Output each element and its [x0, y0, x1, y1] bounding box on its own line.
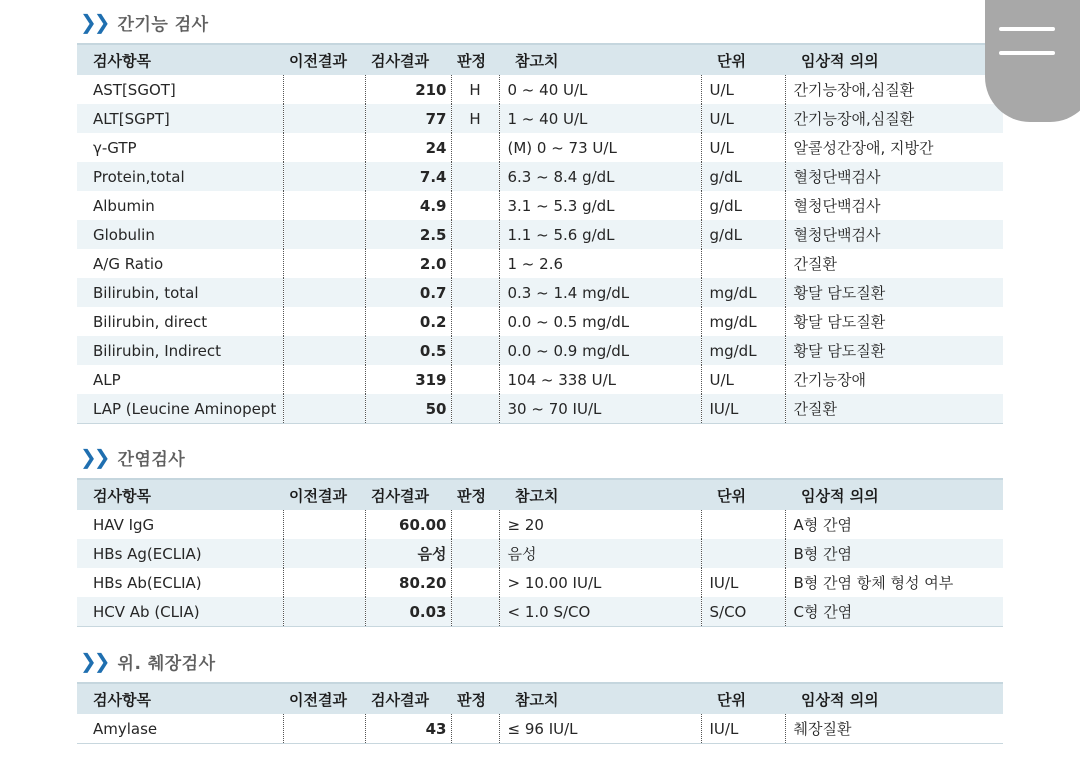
cell-unit: U/L — [701, 133, 785, 162]
column-header-meaning: 임상적 의의 — [785, 479, 1003, 510]
cell-unit: IU/L — [701, 394, 785, 424]
cell-result: 210 — [365, 75, 451, 104]
cell-judge — [451, 162, 499, 191]
cell-judge — [451, 714, 499, 744]
cell-ref: 1 ~ 40 U/L — [499, 104, 701, 133]
cell-ref: 30 ~ 70 IU/L — [499, 394, 701, 424]
liver-function-table — [77, 43, 1003, 424]
cell-judge — [451, 191, 499, 220]
cell-judge — [451, 539, 499, 568]
cell-unit: mg/dL — [701, 307, 785, 336]
table-row — [77, 394, 1003, 424]
cell-unit: mg/dL — [701, 278, 785, 307]
cell-result: 24 — [365, 133, 451, 162]
cell-judge — [451, 307, 499, 336]
cell-prev — [283, 75, 365, 104]
column-header-ref: 참고치 — [499, 479, 701, 510]
column-header-name: 검사항목 — [77, 44, 283, 75]
cell-unit — [701, 539, 785, 568]
cell-name: LAP (Leucine Aminopept — [77, 394, 283, 424]
cell-meaning: A형 간염 — [785, 510, 1003, 539]
cell-prev — [283, 714, 365, 744]
column-header-prev: 이전결과 — [283, 479, 365, 510]
cell-ref: 104 ~ 338 U/L — [499, 365, 701, 394]
cell-prev — [283, 597, 365, 627]
cell-meaning: 황달 담도질환 — [785, 336, 1003, 365]
cell-judge — [451, 365, 499, 394]
cell-name: HAV IgG — [77, 510, 283, 539]
double-chevron-right-icon: ❯❯ — [80, 445, 108, 469]
cell-prev — [283, 307, 365, 336]
column-header-judge: 판정 — [451, 44, 499, 75]
table-row — [77, 539, 1003, 568]
cell-ref: 0 ~ 40 U/L — [499, 75, 701, 104]
column-header-prev: 이전결과 — [283, 683, 365, 714]
column-header-result: 검사결과 — [365, 683, 451, 714]
cell-name: A/G Ratio — [77, 249, 283, 278]
cell-prev — [283, 133, 365, 162]
cell-unit: g/dL — [701, 191, 785, 220]
table-row — [77, 191, 1003, 220]
cell-unit: U/L — [701, 365, 785, 394]
cell-result: 음성 — [365, 539, 451, 568]
cell-result: 0.7 — [365, 278, 451, 307]
cell-name: Bilirubin, total — [77, 278, 283, 307]
column-header-ref: 참고치 — [499, 683, 701, 714]
table-row — [77, 133, 1003, 162]
cell-ref: < 1.0 S/CO — [499, 597, 701, 627]
cell-unit: g/dL — [701, 220, 785, 249]
cell-prev — [283, 365, 365, 394]
table-header-row — [77, 44, 1003, 75]
cell-ref: 1.1 ~ 5.6 g/dL — [499, 220, 701, 249]
cell-ref: 음성 — [499, 539, 701, 568]
cell-name: Albumin — [77, 191, 283, 220]
cell-result: 0.03 — [365, 597, 451, 627]
cell-prev — [283, 394, 365, 424]
section-title-hepatitis — [80, 444, 185, 470]
table-row — [77, 597, 1003, 627]
section-title-text: 간기능 검사 — [117, 14, 209, 35]
double-chevron-right-icon: ❯❯ — [80, 649, 108, 673]
cell-judge — [451, 249, 499, 278]
column-header-meaning: 임상적 의의 — [785, 683, 1003, 714]
cell-name: ALT[SGPT] — [77, 104, 283, 133]
column-header-judge: 판정 — [451, 683, 499, 714]
cell-unit: mg/dL — [701, 336, 785, 365]
cell-meaning: 혈청단백검사 — [785, 191, 1003, 220]
cell-ref: 1 ~ 2.6 — [499, 249, 701, 278]
cell-judge — [451, 278, 499, 307]
column-header-meaning: 임상적 의의 — [785, 44, 1003, 75]
column-header-unit: 단위 — [701, 479, 785, 510]
cell-ref: (M) 0 ~ 73 U/L — [499, 133, 701, 162]
cell-name: Protein,total — [77, 162, 283, 191]
cell-judge — [451, 220, 499, 249]
cell-meaning: 간질환 — [785, 249, 1003, 278]
cell-meaning: 간기능장애,심질환 — [785, 104, 1003, 133]
cell-prev — [283, 191, 365, 220]
section-title-text: 간염검사 — [117, 449, 186, 470]
column-header-unit: 단위 — [701, 44, 785, 75]
cell-meaning: 췌장질환 — [785, 714, 1003, 744]
table-row — [77, 336, 1003, 365]
table-header-row — [77, 479, 1003, 510]
cell-prev — [283, 104, 365, 133]
cell-unit: S/CO — [701, 597, 785, 627]
column-header-ref: 참고치 — [499, 44, 701, 75]
column-header-result: 검사결과 — [365, 479, 451, 510]
cell-meaning: 혈청단백검사 — [785, 162, 1003, 191]
cell-name: AST[SGOT] — [77, 75, 283, 104]
cell-ref: 0.3 ~ 1.4 mg/dL — [499, 278, 701, 307]
table-row — [77, 278, 1003, 307]
cell-prev — [283, 278, 365, 307]
table-row — [77, 220, 1003, 249]
table-row — [77, 249, 1003, 278]
cell-name: HCV Ab (CLIA) — [77, 597, 283, 627]
cell-result: 2.0 — [365, 249, 451, 278]
cell-prev — [283, 220, 365, 249]
cell-judge — [451, 510, 499, 539]
cell-unit: IU/L — [701, 714, 785, 744]
cell-judge — [451, 336, 499, 365]
cell-judge: H — [451, 104, 499, 133]
column-header-unit: 단위 — [701, 683, 785, 714]
cell-prev — [283, 162, 365, 191]
cell-result: 50 — [365, 394, 451, 424]
hepatitis-table — [77, 478, 1003, 627]
cell-name: HBs Ag(ECLIA) — [77, 539, 283, 568]
table-row — [77, 104, 1003, 133]
cell-result: 77 — [365, 104, 451, 133]
cell-judge — [451, 394, 499, 424]
table-row — [77, 568, 1003, 597]
table-row — [77, 714, 1003, 744]
cell-ref: ≤ 96 IU/L — [499, 714, 701, 744]
cell-prev — [283, 568, 365, 597]
cell-judge — [451, 133, 499, 162]
cell-prev — [283, 249, 365, 278]
cell-unit: U/L — [701, 104, 785, 133]
cell-meaning: B형 간염 — [785, 539, 1003, 568]
cell-unit: g/dL — [701, 162, 785, 191]
cell-name: ALP — [77, 365, 283, 394]
double-chevron-right-icon: ❯❯ — [80, 10, 108, 34]
cell-meaning: B형 간염 항체 형성 여부 — [785, 568, 1003, 597]
cell-prev — [283, 539, 365, 568]
cell-unit — [701, 249, 785, 278]
cell-meaning: 간기능장애,심질환 — [785, 75, 1003, 104]
cell-ref: 3.1 ~ 5.3 g/dL — [499, 191, 701, 220]
cell-ref: 0.0 ~ 0.9 mg/dL — [499, 336, 701, 365]
menu-button[interactable] — [985, 0, 1080, 122]
column-header-judge: 판정 — [451, 479, 499, 510]
cell-meaning: 간질환 — [785, 394, 1003, 424]
cell-judge: H — [469, 80, 481, 99]
table-row — [77, 162, 1003, 191]
section-title-stomach-pancreas — [80, 648, 216, 674]
column-header-result: 검사결과 — [365, 44, 451, 75]
cell-result: 43 — [365, 714, 451, 744]
column-header-name: 검사항목 — [77, 479, 283, 510]
cell-name: Bilirubin, direct — [77, 307, 283, 336]
table-header-row — [77, 683, 1003, 714]
cell-name: Globulin — [77, 220, 283, 249]
table-row — [77, 75, 1003, 104]
cell-unit: U/L — [701, 75, 785, 104]
cell-meaning: 알콜성간장애, 지방간 — [785, 133, 1003, 162]
cell-ref: > 10.00 IU/L — [499, 568, 701, 597]
cell-judge — [451, 568, 499, 597]
cell-ref: 6.3 ~ 8.4 g/dL — [499, 162, 701, 191]
cell-name: Bilirubin, Indirect — [77, 336, 283, 365]
cell-ref: 0.0 ~ 0.5 mg/dL — [499, 307, 701, 336]
cell-prev — [283, 336, 365, 365]
cell-name: Amylase — [77, 714, 283, 744]
stomach-pancreas-table — [77, 682, 1003, 744]
cell-result: 7.4 — [365, 162, 451, 191]
cell-result: 2.5 — [365, 220, 451, 249]
cell-meaning: 간기능장애 — [785, 365, 1003, 394]
cell-unit — [701, 510, 785, 539]
cell-meaning: 황달 담도질환 — [785, 278, 1003, 307]
cell-judge — [451, 597, 499, 627]
cell-meaning: 황달 담도질환 — [785, 307, 1003, 336]
cell-name: γ-GTP — [77, 133, 283, 162]
cell-name: HBs Ab(ECLIA) — [77, 568, 283, 597]
cell-prev — [283, 510, 365, 539]
section-title-text: 위. 췌장검사 — [117, 653, 216, 674]
table-row — [77, 510, 1003, 539]
table-row — [77, 365, 1003, 394]
cell-result: 4.9 — [365, 191, 451, 220]
cell-result: 0.5 — [365, 336, 451, 365]
cell-result: 0.2 — [365, 307, 451, 336]
cell-result: 80.20 — [365, 568, 451, 597]
cell-ref: ≥ 20 — [499, 510, 701, 539]
cell-meaning: C형 간염 — [785, 597, 1003, 627]
cell-result: 319 — [365, 365, 451, 394]
section-title-liver-function — [80, 9, 209, 35]
column-header-name: 검사항목 — [77, 683, 283, 714]
cell-unit: IU/L — [701, 568, 785, 597]
table-row — [77, 307, 1003, 336]
column-header-prev: 이전결과 — [283, 44, 365, 75]
cell-result: 60.00 — [365, 510, 451, 539]
cell-meaning: 혈청단백검사 — [785, 220, 1003, 249]
